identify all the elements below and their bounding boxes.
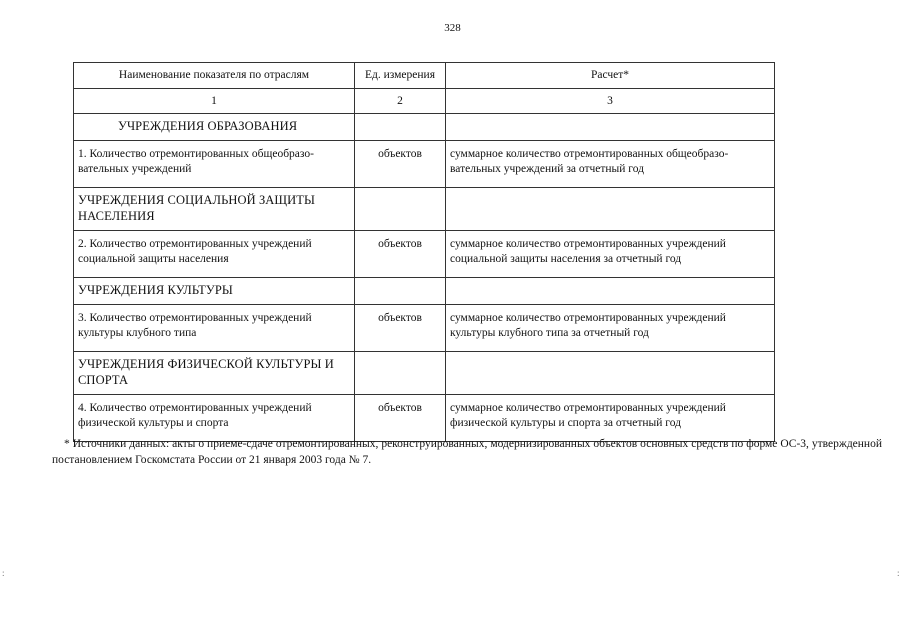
indicator-name: 3. Количество отремонтированных учреждений культуры клубного типа <box>74 305 355 352</box>
left-edge-mark: : <box>2 568 5 578</box>
section-row <box>74 188 775 231</box>
table-row <box>74 231 775 278</box>
unit-value: объектов <box>355 141 446 188</box>
empty-cell <box>355 278 446 305</box>
indicator-name: 1. Количество отремонтированных общеобразо-вательных учреждений <box>74 141 355 188</box>
column-number: 2 <box>355 89 446 114</box>
empty-cell <box>355 188 446 231</box>
empty-cell <box>446 114 775 141</box>
section-row <box>74 352 775 395</box>
calculation-text: суммарное количество отремонтированных учреждений социальной защиты населения за отчетный год <box>446 231 775 278</box>
column-header-name: Наименование показателя по отраслям <box>74 63 355 89</box>
section-title: УЧРЕЖДЕНИЯ ОБРАЗОВАНИЯ <box>74 114 355 141</box>
table-row <box>74 141 775 188</box>
unit-value: объектов <box>355 305 446 352</box>
calculation-text: суммарное количество отремонтированных общеобразо-вательных учреждений за отчетный год <box>446 141 775 188</box>
unit-value: объектов <box>355 395 446 442</box>
table-row <box>74 395 775 442</box>
column-number: 3 <box>446 89 775 114</box>
indicators-table <box>73 62 775 442</box>
empty-cell <box>355 352 446 395</box>
empty-cell <box>446 188 775 231</box>
calculation-text: суммарное количество отремонтированных учреждений культуры клубного типа за отчетный год <box>446 305 775 352</box>
unit-value: объектов <box>355 231 446 278</box>
page-number: 328 <box>444 22 461 34</box>
column-header-calculation: Расчет* <box>446 63 775 89</box>
empty-cell <box>446 352 775 395</box>
section-title: УЧРЕЖДЕНИЯ КУЛЬТУРЫ <box>74 278 355 305</box>
calculation-text: суммарное количество отремонтированных учреждений физической культуры и спорта за отчетный год <box>446 395 775 442</box>
indicator-name: 4. Количество отремонтированных учреждений физической культуры и спорта <box>74 395 355 442</box>
section-title: УЧРЕЖДЕНИЯ ФИЗИЧЕСКОЙ КУЛЬТУРЫ И СПОРТА <box>74 352 355 395</box>
column-number-row <box>74 89 775 114</box>
section-title: УЧРЕЖДЕНИЯ СОЦИАЛЬНОЙ ЗАЩИТЫ НАСЕЛЕНИЯ <box>74 188 355 231</box>
section-row <box>74 114 775 141</box>
right-edge-mark: : <box>897 568 900 578</box>
empty-cell <box>355 114 446 141</box>
table-row <box>74 305 775 352</box>
empty-cell <box>446 278 775 305</box>
column-header-unit: Ед. измерения <box>355 63 446 89</box>
column-number: 1 <box>74 89 355 114</box>
indicator-name: 2. Количество отремонтированных учреждений социальной защиты населения <box>74 231 355 278</box>
footnote: * Источники данных: акты о приеме-сдаче отремонтированных, реконструированных, модернизированных объектов основных средств по форме ОС-3, утвержденной постановлением Госкомстата России от 21 января 2003 года № 7. <box>52 438 882 466</box>
table-header-row <box>74 63 775 89</box>
section-row <box>74 278 775 305</box>
